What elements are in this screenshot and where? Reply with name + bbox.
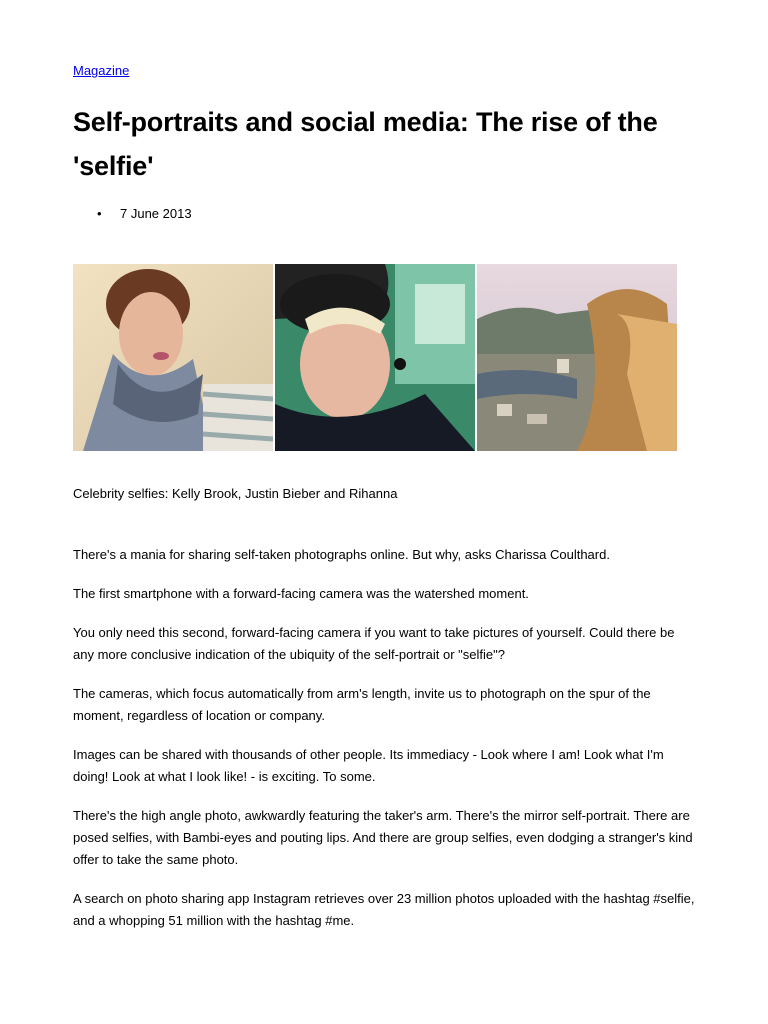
article-paragraph: You only need this second, forward-facing camera if you want to take pictures of yourself. Could there be any more conclusive indication of the ubiquity of the self-portrait or "selfie"? <box>73 625 675 662</box>
selfie-photo-justin-bieber <box>275 264 475 451</box>
celebrity-selfies-image <box>73 264 677 451</box>
article-paragraph: Images can be shared with thousands of other people. Its immediacy - Look where I am! Look what I'm doing! Look at what I look like! - is exciting. To some. <box>73 747 664 784</box>
image-caption: Celebrity selfies: Kelly Brook, Justin Bieber and Rihanna <box>73 486 398 501</box>
magazine-section-link[interactable]: Magazine <box>73 63 130 78</box>
selfie-photo-kelly-brook <box>73 264 273 451</box>
article-paragraph: The cameras, which focus automatically from arm's length, invite us to photograph on the spur of the moment, regardless of location or company. <box>73 686 651 723</box>
article-paragraph: There's a mania for sharing self-taken photographs online. But why, asks Charissa Coulthard. <box>73 547 610 562</box>
article-paragraph: The first smartphone with a forward-facing camera was the watershed moment. <box>73 586 529 601</box>
article-meta <box>73 206 192 221</box>
selfie-photo-rihanna <box>477 264 677 451</box>
article-paragraph: A search on photo sharing app Instagram retrieves over 23 million photos uploaded with the hashtag #selfie, and a whopping 51 million with the hashtag #me. <box>73 891 695 928</box>
article-paragraph: There's the high angle photo, awkwardly featuring the taker's arm. There's the mirror self-portrait. There are posed selfies, with Bambi-eyes and pouting lips. And there are group selfies, even dodging a stranger's kind offer to take the same photo. <box>73 808 693 867</box>
article-date: • 7 June 2013 <box>73 206 192 221</box>
article-title: Self-portraits and social media: The rise of the 'selfie' <box>73 107 658 181</box>
article-body <box>73 544 698 949</box>
